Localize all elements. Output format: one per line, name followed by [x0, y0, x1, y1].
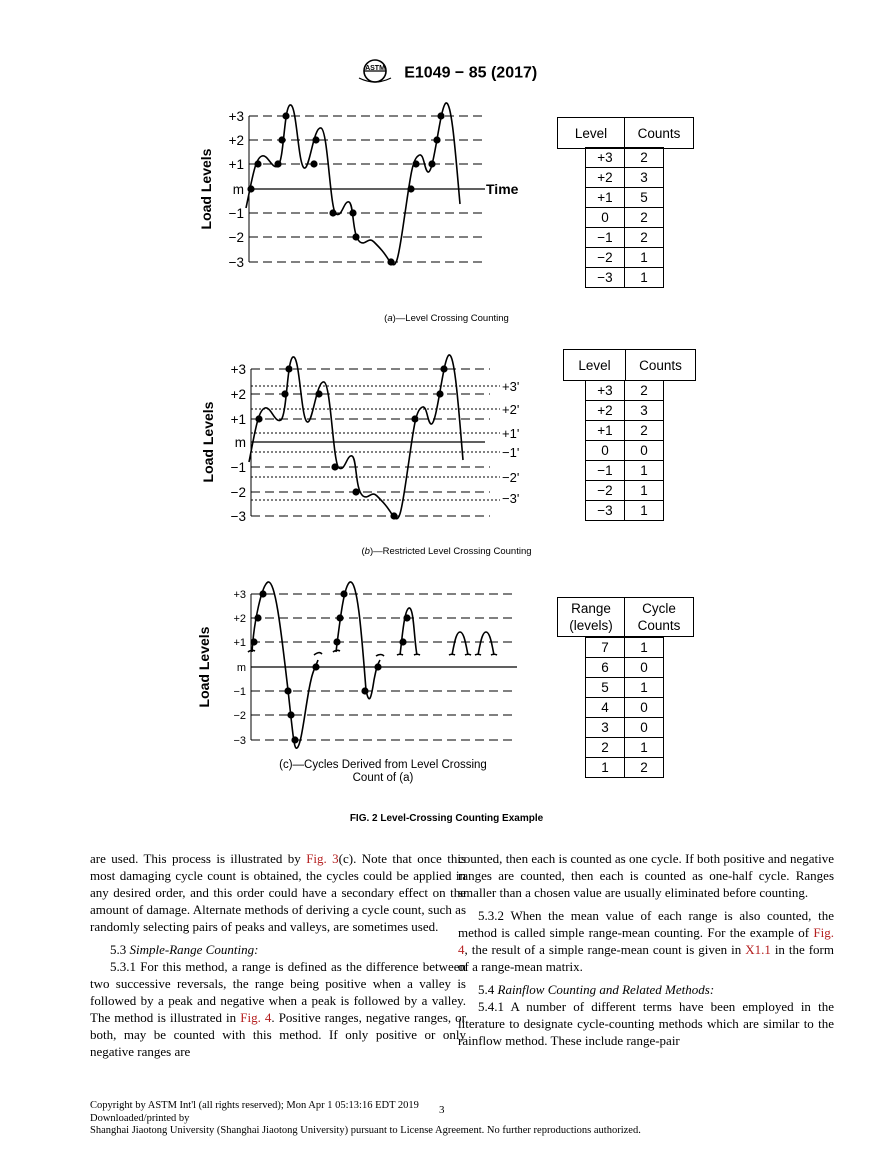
cycle-5-curve [336, 582, 380, 699]
table-header: Range (levels) [558, 598, 625, 637]
y-axis-label: Load Levels [198, 148, 214, 230]
restricted-level-label: +3' [502, 379, 520, 394]
y-axis-label: Load Levels [196, 626, 212, 708]
crossing-point [254, 614, 261, 621]
crossing-point [291, 736, 298, 743]
table-row: 3 0 [586, 718, 664, 738]
panel-c-table [557, 597, 694, 637]
crossing-point [374, 663, 381, 670]
page-number: 3 [439, 1104, 445, 1116]
crossing-point [361, 687, 368, 694]
figure-title: FIG. 2 Level-Crossing Counting Example [349, 813, 544, 824]
crossing-point [333, 638, 340, 645]
panel-a-caption: (a)—Level Crossing Counting [384, 313, 509, 324]
paragraph: are used. This process is illustrated by Fig. 3(c). Note that once this most damaging cycle count is obtained, the cycles could be applied in any desired order, and this order could have a secondary effect on the amount of damage. Alternate methods of deriving a cycle count, such as randomly selecting pairs of peaks and valleys, are sometimes used. [90, 851, 466, 934]
table-row: 4 0 [586, 698, 664, 718]
standard-designation: E1049 − 85 (2017) [404, 64, 538, 82]
panel-c-table-body [585, 637, 664, 778]
table-header: Counts [625, 118, 694, 149]
svg-text:ASTM: ASTM [364, 65, 385, 72]
table-row: 2 1 [586, 738, 664, 758]
level-label: +2 [233, 613, 246, 625]
paragraph: 5.3.2 When the mean value of each range is also counted, the method is called simple range-mean counting. For the example of Fig. 4, the result of a simple range-mean count is given in X1.1 in the form of a range-mean matrix. [458, 908, 834, 974]
level-label: −1 [233, 686, 246, 698]
table-row: 7 1 [586, 638, 664, 658]
fig3-link[interactable]: Fig. 3 [306, 851, 339, 866]
cycle-tick [376, 655, 384, 657]
cycle-1-curve [452, 632, 468, 655]
panel-c-caption-line1: (c)—Cycles Derived from Level Crossing [279, 759, 487, 771]
table-row: −1 2 [586, 228, 664, 248]
level-label: m [236, 662, 246, 674]
crossing-point [336, 614, 343, 621]
crossing-point [399, 638, 406, 645]
panel-c-caption-line2: Count of (a) [352, 772, 414, 784]
x1-1-link[interactable]: X1.1 [745, 942, 771, 957]
copyright-footer: Copyright by ASTM Int'l (all rights reserved); Mon Apr 1 05:13:16 EDT 2019 Downloaded/printed by Shanghai Jiaotong University (Shanghai Jiaotong University) pursuant to License Agreement. No further reproductions authorized. [90, 1100, 641, 1136]
restricted-level-label: −1' [502, 445, 520, 460]
level-label: +2 [228, 133, 244, 148]
crossing-point [340, 590, 347, 597]
crossing-point [312, 663, 319, 670]
cycle-tick [397, 654, 403, 655]
fig4-link[interactable]: Fig. 4 [458, 925, 834, 957]
panel-b-caption: (b)—Restricted Level Crossing Counting [361, 546, 532, 557]
table-row: −3 1 [586, 268, 664, 288]
level-label: m [232, 182, 244, 197]
table-row: 6 0 [586, 658, 664, 678]
level-label: −3 [228, 255, 244, 270]
table-row: +2 3 [586, 168, 664, 188]
cycle-tick [491, 654, 497, 655]
table-header: Counts [626, 350, 696, 381]
table-row: +3 2 [586, 148, 664, 168]
level-label: m [234, 435, 246, 450]
table-row: +1 5 [586, 188, 664, 208]
table-row: 1 2 [586, 758, 664, 778]
fig4-link[interactable]: Fig. 4 [240, 1010, 272, 1025]
table-row: −1 1 [586, 461, 664, 481]
restricted-level-label: +2' [502, 402, 520, 417]
paragraph: counted, then each is counted as one cycle. If both positive and negative ranges are counted, then each is counted as one-half cycle. Ranges smaller than a chosen value are usually eliminated before counting. [458, 851, 834, 900]
level-label: −2 [228, 230, 244, 245]
table-row: −2 1 [586, 248, 664, 268]
level-label: +1 [228, 157, 244, 172]
table-row: −2 1 [586, 481, 664, 501]
cycle-7-curve [252, 582, 318, 748]
level-label: +3 [228, 109, 244, 124]
restricted-level-label: +1' [502, 426, 520, 441]
crossing-point [259, 590, 266, 597]
table-row: 0 2 [586, 208, 664, 228]
level-label: −1 [230, 460, 246, 475]
cycle-tick [314, 653, 322, 655]
crossing-point [250, 638, 257, 645]
table-header: Level [564, 350, 626, 381]
level-label: +3 [230, 362, 246, 377]
level-label: −3 [233, 735, 246, 747]
right-column [458, 850, 834, 1049]
level-label: −2 [233, 710, 246, 722]
restricted-level-label: −3' [502, 491, 520, 506]
level-label: −1 [228, 206, 244, 221]
table-row: +2 3 [586, 401, 664, 421]
table-row: +3 2 [586, 381, 664, 401]
crossing-point [403, 614, 410, 621]
paragraph: 5.3.1 For this method, a range is defined as the difference between two successive reversals, the range being positive when a valley is followed by a peak and negative when a peak is followed by a valley. The method is illustrated in Fig. 4. Positive ranges, negative ranges, or both, may be counted with this method. If only positive or only negative ranges are [90, 959, 467, 1059]
cycle-tick [475, 654, 481, 655]
table-header: Cycle Counts [625, 598, 694, 637]
paragraph: 5.4.1 A number of different terms have been employed in the literature to designate cycle-counting methods which are similar to the rainflow method. These include range-pair [458, 999, 834, 1048]
table-row: 0 0 [586, 441, 664, 461]
left-column [90, 850, 466, 1060]
table-header: Level [558, 118, 625, 149]
level-label: −3 [230, 509, 246, 524]
section-heading: 5.3 Simple-Range Counting: [110, 942, 259, 957]
level-label: −2 [230, 485, 246, 500]
level-label: +1 [230, 412, 246, 427]
level-label: +2 [230, 387, 246, 402]
table-row: −3 1 [586, 501, 664, 521]
y-axis-label: Load Levels [200, 401, 216, 483]
crossing-point [284, 687, 291, 694]
section-heading: 5.4 Rainflow Counting and Related Methods: [478, 982, 715, 997]
cycle-1-curve [478, 632, 494, 655]
crossing-point [287, 711, 294, 718]
cycle-tick [414, 654, 420, 655]
cycle-tick [465, 654, 471, 655]
time-axis-label: Time [486, 181, 519, 197]
level-label: +1 [233, 637, 246, 649]
restricted-level-label: −2' [502, 470, 520, 485]
level-label: +3 [233, 589, 246, 601]
table-row: 5 1 [586, 678, 664, 698]
table-row: +1 2 [586, 421, 664, 441]
cycle-tick [449, 654, 455, 655]
